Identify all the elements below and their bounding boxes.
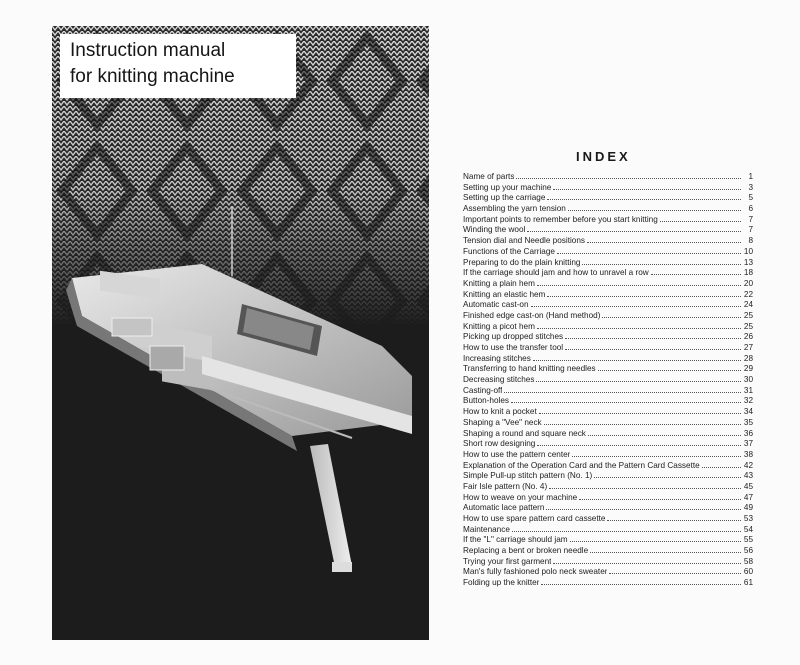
index-entry [463,331,753,342]
index-entry-label: Fair Isle pattern (No. 4) [463,481,548,491]
index-entry-page: 30 [743,375,753,385]
index-entry-label: Simple Pull-up stitch pattern (No. 1) [463,471,593,481]
index-entry [463,406,753,417]
index-entry [463,171,753,182]
index-entry-label: How to weave on your machine [463,492,578,502]
index-entry-page: 25 [743,321,753,331]
index-entry-page: 1 [748,172,753,181]
index-entry [463,310,753,321]
index-entry-label: Winding the wool [463,225,526,235]
dot-leader [553,556,741,564]
dot-leader [537,438,741,446]
index-entry-page: 38 [743,449,753,459]
index-entry-page: 60 [743,567,753,577]
index-entry-page: 20 [743,278,753,288]
index-entry [463,492,753,503]
dot-leader [598,363,741,371]
index-entry [463,353,753,364]
index-entry-page: 27 [743,343,753,352]
index-entry [463,267,753,278]
dot-leader [582,257,741,265]
index-entry-label: Important points to remember before you start knitting [463,214,658,224]
index-entry-label: Folding up the knitter [463,578,540,588]
dot-leader [539,406,741,414]
index-entry-label: Transferring to hand knitting needles [463,364,596,374]
index-entry-label: Shaping a round and square neck [463,428,586,438]
dot-leader [565,342,741,350]
cover-title-line-1: Instruction manual [70,40,226,61]
index-entry [463,182,753,193]
dot-leader [651,267,741,275]
index-entry [463,524,753,535]
dot-leader [602,310,741,318]
dot-leader [537,278,741,286]
dot-leader [660,214,741,222]
index-entry [463,203,753,214]
index-entry [463,214,753,225]
index-entry-label: Trying your first garment [463,556,552,566]
index-entry [463,363,753,374]
index-entry [463,224,753,235]
index-entry [463,438,753,449]
dot-leader [702,460,741,468]
dot-leader [541,577,741,585]
index-entry [463,449,753,460]
index-entry-page: 37 [743,439,753,449]
index-entry-label: Maintenance [463,524,510,534]
dot-leader [512,524,741,532]
index-entry-label: Setting up your machine [463,182,552,192]
index-entry-page: 26 [743,332,753,342]
index-entry-page: 8 [748,236,753,246]
index-entry-label: Automatic cast-on [463,300,529,310]
index-entry-page: 29 [743,364,753,374]
index-entry-label: Shaping a "Vee" neck [463,417,542,427]
dot-leader [504,385,741,393]
index-entry-page: 5 [748,193,753,203]
index-entry [463,374,753,385]
dot-leader [588,428,741,436]
index-entry [463,545,753,556]
index-entry-page: 45 [743,481,753,491]
index-entry-label: Knitting a picot hem [463,321,535,331]
index-entry-page: 49 [743,503,753,513]
index-entry-label: Assembling the yarn tension [463,204,566,214]
index-entry [463,534,753,545]
index-entry-label: Short row designing [463,439,536,449]
index-entry [463,289,753,300]
index-entry-label: If the carriage should jam and how to unravel a row [463,268,649,278]
index-entry [463,460,753,471]
dot-leader [579,492,741,500]
index-entry [463,321,753,332]
index-entry-page: 34 [743,407,753,417]
index-entry-label: Decreasing stitches [463,375,535,385]
index-entry-label: How to use the pattern center [463,449,571,459]
dot-leader [527,224,741,232]
dot-leader [594,470,741,478]
index-entry [463,342,753,353]
index-entry [463,395,753,406]
index-entry [463,385,753,396]
dot-leader [547,289,741,297]
index-entry-page: 10 [743,246,753,256]
index-entry-label: Preparing to do the plain knitting [463,257,581,267]
index-entry [463,278,753,289]
cover-title-box [60,34,296,98]
index-entry [463,556,753,567]
dot-leader [590,545,741,553]
index-entry-page: 53 [743,514,753,523]
index-entry [463,299,753,310]
dot-leader [587,235,741,243]
dot-leader [549,481,741,489]
index-entry-label: Knitting an elastic hem [463,289,546,299]
dot-leader [557,246,741,254]
index-entry [463,246,753,257]
dot-leader [533,353,741,361]
index-entry [463,417,753,428]
index-entry-page: 42 [743,460,753,470]
index-entry-page: 7 [748,214,753,224]
index-entry-label: Replacing a bent or broken needle [463,546,589,556]
index-entry-page: 32 [743,396,753,406]
index-entry [463,513,753,524]
index-entry-label: Automatic lace pattern [463,503,545,513]
index-entry-label: Explanation of the Operation Card and the Pattern Card Cassette [463,460,700,470]
index-entry-page: 24 [743,300,753,310]
index-entry-page: 7 [748,225,753,235]
index-entry-page: 3 [748,182,753,192]
index-entry [463,502,753,513]
index-entry [463,257,753,268]
index-entry-page: 28 [743,353,753,363]
index-entry-label: How to knit a pocket [463,407,537,417]
index-entry [463,428,753,439]
cover-photo [52,26,429,640]
index-entry-page: 47 [743,492,753,502]
index-heading: INDEX [576,149,631,164]
index-entry-label: Name of parts [463,172,515,181]
index-entry [463,566,753,577]
knitting-machine-image [52,206,429,640]
dot-leader [607,513,741,521]
index-entry [463,481,753,492]
index-entry-page: 13 [743,257,753,267]
dot-leader [572,449,741,457]
index-entry-page: 55 [743,535,753,545]
index-entry-page: 22 [743,289,753,299]
index-entry [463,470,753,481]
index-entry-label: If the "L" carriage should jam [463,535,568,545]
index-entry-label: Picking up dropped stitches [463,332,564,342]
index-entry [463,577,753,588]
dot-leader [570,534,741,542]
dot-leader [553,182,741,190]
dot-leader [537,321,741,329]
index-entry-page: 58 [743,556,753,566]
index-entry-label: Functions of the Carriage [463,246,555,256]
dot-leader [547,192,741,200]
index-entry-label: Man's fully fashioned polo neck sweater [463,567,608,577]
index-entry-page: 31 [743,385,753,395]
index-entry-page: 35 [743,417,753,427]
index-entry-label: Knitting a plain hem [463,278,535,288]
index-entry-page: 43 [743,471,753,481]
dot-leader [546,502,741,510]
index-list [463,171,753,588]
index-entry-page: 56 [743,546,753,556]
index-entry-page: 61 [743,578,753,588]
index-entry-page: 18 [743,268,753,278]
index-entry-label: Setting up the carriage [463,193,546,203]
dot-leader [536,374,741,382]
index-entry-page: 25 [743,310,753,320]
index-entry-label: Increasing stitches [463,353,531,363]
index-entry-label: Tension dial and Needle positions [463,236,585,246]
dot-leader [568,203,741,211]
index-entry-label: How to use spare pattern card cassette [463,514,606,523]
dot-leader [531,299,741,307]
index-entry-page: 54 [743,524,753,534]
index-entry [463,192,753,203]
dot-leader [565,331,741,339]
dot-leader [516,171,741,179]
index-entry-label: How to use the transfer tool [463,343,564,352]
index-entry-label: Finished edge cast-on (Hand method) [463,310,601,320]
dot-leader [609,566,741,574]
index-entry-label: Button-holes [463,396,509,406]
dot-leader [511,395,741,403]
cover-title-line-2: for knitting machine [70,66,235,87]
index-entry-label: Casting-off [463,385,503,395]
index-entry-page: 6 [748,204,753,214]
index-entry-page: 36 [743,428,753,438]
index-entry [463,235,753,246]
dot-leader [544,417,741,425]
